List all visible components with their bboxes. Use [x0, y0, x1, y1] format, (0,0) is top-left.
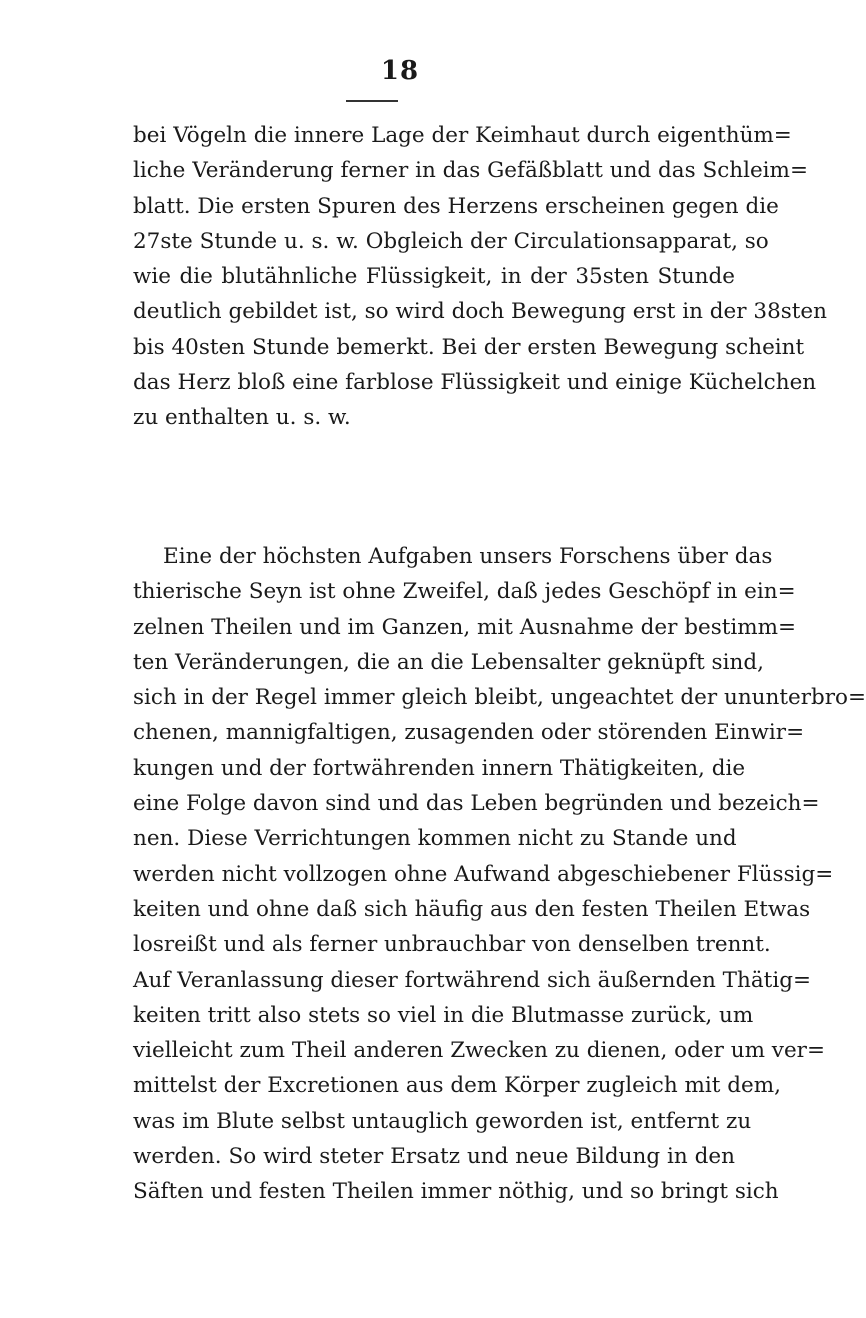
text-line: 27ste Stunde u. s. w. Obgleich der Circulationsapparat, so [133, 228, 769, 254]
text-line: Säften und festen Theilen immer nöthig, und so bringt sich [133, 1179, 779, 1205]
text-line: nen. Diese Verrichtungen kommen nicht zu Stande und [133, 826, 737, 852]
text-line: keiten und ohne daß sich häufig aus den festen Theilen Etwas [133, 896, 811, 922]
paragraph-2 [133, 539, 866, 1210]
text-line: keiten tritt also stets so viel in die Blutmasse zurück, um [133, 1002, 754, 1028]
paragraph-1 [133, 118, 827, 436]
text-line: liche Veränderung ferner in das Gefäßblatt und das Schleim= [133, 158, 808, 184]
text-line: deutlich gebildet ist, so wird doch Bewegung erst in der 38sten [133, 299, 827, 325]
text-line: vielleicht zum Theil anderen Zwecken zu dienen, oder um ver= [133, 1038, 825, 1064]
text-line: kungen und der fortwährenden innern Thätigkeiten, die [133, 755, 746, 781]
text-line: das Herz bloß eine farblose Flüssigkeit und einige Küchelchen [133, 370, 817, 396]
text-line: ten Veränderungen, die an die Lebensalter geknüpft sind, [133, 649, 764, 675]
text-line: werden nicht vollzogen ohne Aufwand abgeschiebener Flüssig= [133, 861, 834, 887]
text-line: Auf Veranlassung dieser fortwährend sich äußernden Thätig= [133, 967, 811, 993]
text-line: bei Vögeln die innere Lage der Keimhaut durch eigenthüm= [133, 123, 792, 148]
text-line: was im Blute selbst untauglich geworden ist, entfernt zu [133, 1108, 752, 1134]
text-line: zu enthalten u. s. w. [133, 405, 351, 431]
text-line: werden. So wird steter Ersatz und neue Bildung in den [133, 1144, 735, 1170]
text-line: eine Folge davon sind und das Leben begründen und bezeich= [133, 791, 820, 817]
text-line: chenen, mannigfaltigen, zusagenden oder störenden Einwir= [133, 720, 805, 746]
text-line: mittelst der Excretionen aus dem Körper zugleich mit dem, [133, 1073, 781, 1099]
header-rule [346, 100, 398, 102]
text-line: losreißt und als ferner unbrauchbar von denselben trennt. [133, 932, 771, 958]
text-line: blatt. Die ersten Spuren des Herzens erscheinen gegen die [133, 193, 779, 219]
text-line: sich in der Regel immer gleich bleibt, ungeachtet der ununterbro= [133, 685, 866, 711]
page-number: 18 [380, 56, 420, 86]
text-line: bis 40sten Stunde bemerkt. Bei der ersten Bewegung scheint [133, 334, 805, 360]
text-line: thierische Seyn ist ohne Zweifel, daß jedes Geschöpf in ein= [133, 579, 796, 605]
text-line: zelnen Theilen und im Ganzen, mit Ausnahme der bestimm= [133, 614, 797, 640]
text-line: Eine der höchsten Aufgaben unsers Forschens über das [163, 544, 773, 569]
text-line: wie die blutähnliche Flüssigkeit, in der 35sten Stunde [133, 264, 735, 290]
